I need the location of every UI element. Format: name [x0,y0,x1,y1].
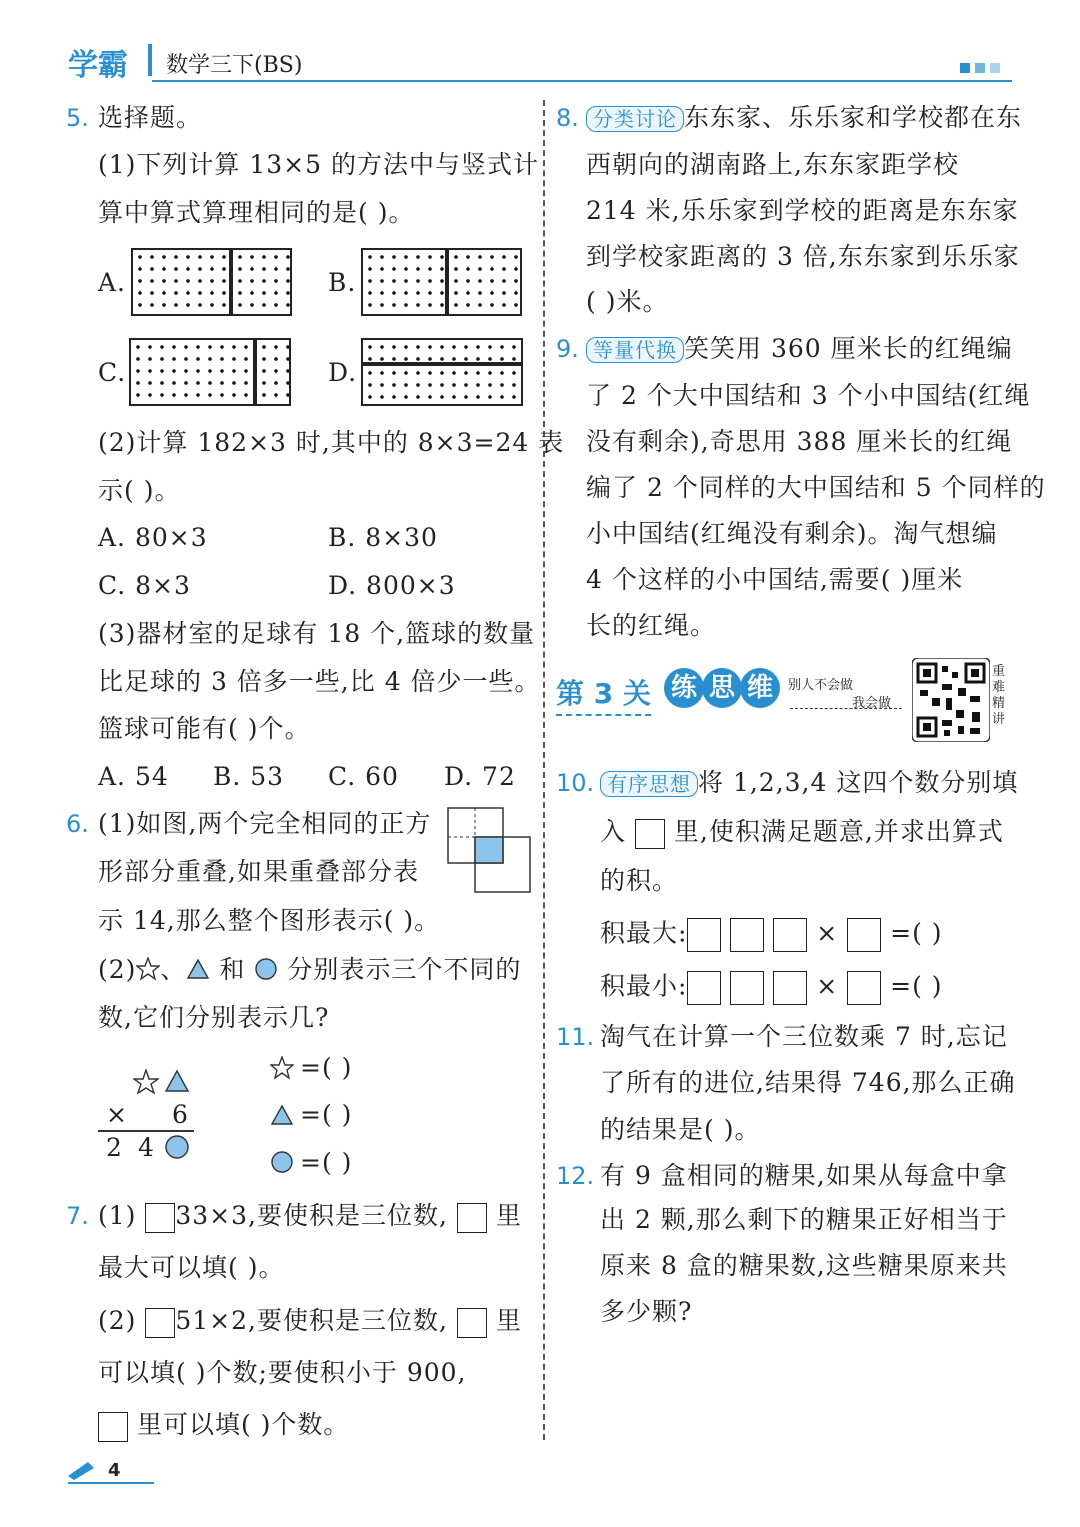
star-icon [136,957,160,981]
q5-p3-line1: (3)器材室的足球有 18 个,篮球的数量 [98,619,536,648]
q9-line4: 编了 2 个同样的大中国结和 5 个同样的 [586,473,1046,502]
q11-number: 11. [556,1023,595,1051]
header-rule [152,80,1012,82]
section-title: 第 3 关 [556,672,651,716]
dot-grid-d-bottom [361,364,523,406]
q8-line1 [586,103,1022,133]
q11-line1: 淘气在计算一个三位数乘 7 时,忘记 [600,1022,1008,1051]
q5-option-b: B. [328,268,357,297]
q10-line3: 的积。 [600,866,679,895]
logo: 学霸 [68,48,128,83]
q5-p2-option-b: B. 8×30 [328,523,438,552]
circle-icon [164,1134,190,1160]
q10-max-answer: =( ) [890,918,943,948]
triangle-answer: =( ) [300,1100,353,1129]
q10-line1-text: 将 1,2,3,4 这四个数分别填 [698,768,1019,797]
q6-p2-sep: 、 [160,955,187,984]
mult-line [98,1130,194,1132]
q5-p3-option-a: A. 54 [98,762,169,791]
answer-box[interactable] [457,1308,487,1338]
q7-p1-line1 [98,1201,522,1233]
circle-icon [254,957,278,981]
q12-line4: 多少颗? [600,1297,693,1326]
circle-icon [270,1150,294,1174]
overlapping-squares-figure [446,806,532,896]
digit-box[interactable] [847,971,881,1005]
q5-p1-line2: 算中算式算理相同的是( )。 [98,198,415,227]
q8-line5: ( )米。 [586,287,669,316]
star-answer: =( ) [300,1053,353,1082]
q5-p2-option-a: A. 80×3 [98,523,208,552]
q6-p2-line1 [98,955,521,985]
star-icon [270,1056,294,1080]
q6-p2-and: 和 [219,955,246,984]
q5-p3-option-c: C. 60 [328,762,399,791]
section-badge-1: 练 [664,668,704,708]
footer-rule [68,1482,154,1484]
q7-p2-line2: 可以填( )个数;要使积小于 900, [98,1358,467,1387]
answer-box[interactable] [145,1308,175,1338]
q9-line2: 了 2 个大中国结和 3 个小中国结(红绳 [586,381,1031,410]
q7-p2-line1 [98,1306,522,1338]
q10-min-label: 积最小: [600,971,688,1001]
q7-p2-line3-text: 里可以填( )个数。 [136,1410,350,1439]
pencil-icon [66,1458,96,1480]
mult-sign: × [106,1100,128,1129]
section-sub2: 我会做 [852,696,892,711]
q5-p3-option-d: D. 72 [444,762,516,791]
header-title: 数学三下(BS) [166,53,303,78]
q11-line2: 了所有的进位,结果得 746,那么正确 [600,1068,1016,1097]
q6-p1-line2: 形部分重叠,如果重叠部分表 [98,857,419,886]
q7-p2-suffix: 里 [495,1306,522,1335]
q10-line2-b: 里,使积满足题意,并求出算式 [673,817,1004,846]
q6-p1-line1: (1)如图,两个完全相同的正方 [98,809,432,838]
q10-min-answer: =( ) [890,971,943,1001]
q5-p3-option-b: B. 53 [213,762,285,791]
column-divider [543,100,545,1440]
dot-grid-c-left [129,338,255,406]
triangle-icon [186,958,210,980]
q7-p2-text: 51×2,要使积是三位数, [175,1306,448,1335]
q11-line3: 的结果是( )。 [600,1115,761,1144]
circle-answer: =( ) [300,1148,353,1177]
section-badge-3: 维 [740,668,780,708]
times-sign: × [816,918,839,948]
q5-number: 5. [66,104,89,132]
q7-p1-prefix: (1) [98,1201,137,1230]
answer-box[interactable] [457,1203,487,1233]
q12-line3: 原来 8 盒的糖果数,这些糖果原来共 [600,1251,1008,1280]
q5-p1-line1: (1)下列计算 13×5 的方法中与竖式计 [98,150,539,179]
q5-p2-line2: 示( )。 [98,476,181,505]
q6-p2-line2: 数,它们分别表示几? [98,1003,330,1032]
q7-p1-line2: 最大可以填( )。 [98,1253,285,1282]
q8-line3: 214 米,乐乐家到学校的距离是东东家 [586,196,1019,225]
section-sub-rule [790,708,902,709]
q8-number: 8. [556,104,579,132]
q12-number: 12. [556,1162,595,1190]
q9-line1-text: 笑笑用 360 厘米长的红绳编 [684,334,1013,363]
star-icon [133,1069,159,1095]
result-four: 4 [138,1133,155,1162]
q10-line2-a: 入 [600,817,627,846]
section-sub1: 别人不会做 [788,678,854,693]
mult-six: 6 [172,1100,189,1129]
q9-tag: 等量代换 [586,337,684,363]
q9-line6: 4 个这样的小中国结,需要( )厘米 [586,565,964,594]
q10-min-row [600,971,943,1005]
dot-grid-a-left [131,248,231,316]
header [62,36,1012,86]
q10-number: 10. [556,769,595,797]
q9-line3: 没有剩余),奇思用 388 厘米长的红绳 [586,427,1013,456]
answer-box[interactable] [635,819,665,849]
q7-p2-prefix: (2) [98,1306,137,1335]
qr-label: 重难精讲 [992,664,1006,727]
q10-max-label: 积最大: [600,918,688,948]
digit-box[interactable] [773,918,807,952]
q9-line1 [586,334,1013,364]
triangle-icon [164,1069,190,1093]
q7-number: 7. [66,1202,89,1230]
q7-p1-suffix: 里 [495,1201,522,1230]
q8-line4: 到学校家距离的 3 倍,东东家到乐乐家 [586,242,1020,271]
digit-box[interactable] [687,918,721,952]
dot-grid-a-right [231,248,292,316]
header-divider [148,44,152,76]
header-marks [960,58,1000,77]
section-badge-2: 思 [702,668,742,708]
q10-line1 [600,768,1018,798]
q5-p2-line1: (2)计算 182×3 时,其中的 8×3=24 表 [98,428,565,457]
answer-box[interactable] [145,1203,175,1233]
q9-number: 9. [556,335,579,363]
digit-box[interactable] [730,971,764,1005]
q10-line2 [600,817,1004,849]
q5-option-c: C. [98,358,127,387]
q6-p2-rest: 分别表示三个不同的 [287,955,522,984]
digit-box[interactable] [773,971,807,1005]
qr-code[interactable] [912,658,990,742]
q6-p2-prefix: (2) [98,955,137,984]
q5-title: 选择题。 [98,103,203,132]
q8-line1-text: 东东家、乐乐家和学校都在东 [684,103,1023,132]
q12-line1: 有 9 盒相同的糖果,如果从每盒中拿 [600,1161,1008,1190]
q9-line7: 长的红绳。 [586,611,717,640]
q7-p1-text: 33×3,要使积是三位数, [175,1201,448,1230]
dot-grid-b-left [361,248,447,316]
times-sign: × [816,971,839,1001]
q8-line2: 西朝向的湖南路上,东东家距学校 [586,150,959,179]
triangle-icon [270,1104,294,1126]
answer-box[interactable] [98,1412,128,1442]
dot-grid-b-right [447,248,522,316]
q5-p3-line2: 比足球的 3 倍多一些,比 4 倍少一些。 [98,667,541,696]
q9-line5: 小中国结(红绳没有剩余)。淘气想编 [586,519,998,548]
q6-p1-line3: 示 14,那么整个图形表示( )。 [98,906,441,935]
q5-p2-option-d: D. 800×3 [328,571,456,600]
digit-box[interactable] [730,918,764,952]
q8-tag: 分类讨论 [586,106,684,132]
q12-line2: 出 2 颗,那么剩下的糖果正好相当于 [600,1205,1008,1234]
q10-tag: 有序思想 [600,771,698,797]
dot-grid-d-top [361,338,523,364]
result-two: 2 [106,1133,123,1162]
q5-option-d: D. [328,358,358,387]
q10-max-row [600,918,943,952]
dot-grid-c-right [255,338,291,406]
digit-box[interactable] [687,971,721,1005]
q6-number: 6. [66,810,89,838]
q5-p2-option-c: C. 8×3 [98,571,191,600]
page-number: 4 [108,1460,121,1481]
q7-p2-line3 [98,1410,349,1442]
q5-p3-line3: 篮球可能有( )个。 [98,714,311,743]
digit-box[interactable] [847,918,881,952]
q5-option-a: A. [98,268,127,297]
